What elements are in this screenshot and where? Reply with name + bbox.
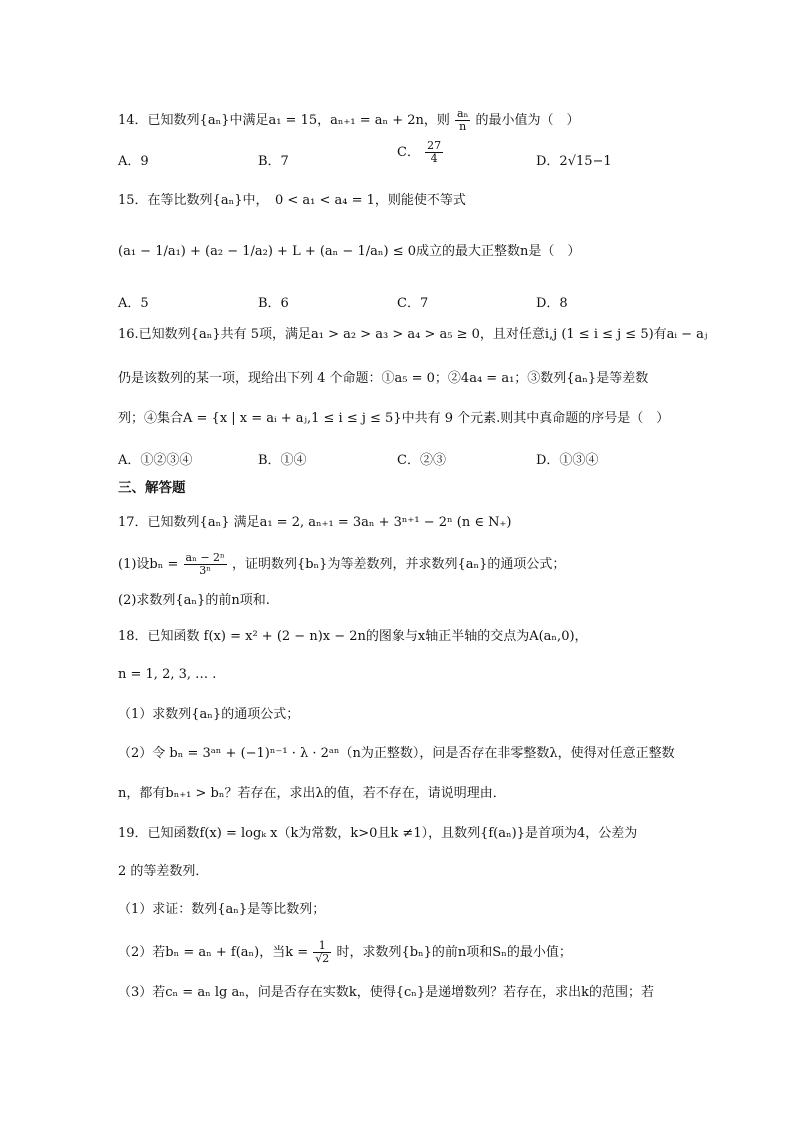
q16-option-c[interactable]: C．②③ — [397, 453, 446, 468]
q14-option-c-label: C． — [397, 145, 420, 160]
q14-option-c-numerator: 27 — [427, 139, 442, 152]
question-19-line-1: 19．已知函数f(x) = logₖ x（k为常数，k>0且k ≠1），且数列{f(aₙ)}是首项为4，公差为 — [118, 826, 638, 841]
q15-option-c[interactable]: C．7 — [397, 296, 429, 311]
question-18-part-2-cont: n，都有bₙ₊₁ > bₙ？若存在，求出λ的值，若不存在，请说明理由． — [118, 786, 506, 801]
q15-option-d[interactable]: D．8 — [536, 296, 568, 311]
question-19-part-1: （1）求证：数列{aₙ}是等比数列； — [118, 902, 326, 917]
q14-fraction-denominator: n — [459, 120, 467, 133]
q16-options — [118, 449, 678, 471]
q15-option-b[interactable]: B．6 — [258, 296, 289, 311]
q14-option-c-denominator: 4 — [430, 152, 438, 165]
question-15-line-1: 15．在等比数列{aₙ}中， 0 < a₁ < a₄ = 1，则能使不等式 — [118, 193, 466, 208]
q16-option-a[interactable]: A．①②③④ — [118, 453, 193, 468]
question-19-part-2 — [118, 940, 572, 965]
question-18-line-2: n = 1, 2, 3, … . — [118, 667, 217, 682]
q14-option-a[interactable]: A．9 — [118, 154, 149, 169]
question-17-line-1: 17．已知数列{aₙ} 满足a₁ = 2, aₙ₊₁ = 3aₙ + 3ⁿ⁺¹ − 2ⁿ (n ∈ N₊) — [118, 515, 512, 530]
question-19-line-2: 2 的等差数列． — [118, 864, 209, 879]
question-14 — [118, 108, 580, 133]
q17-fraction-denominator: 3ⁿ — [199, 564, 212, 577]
q19-fraction — [313, 940, 331, 965]
question-17-part-2: (2)求数列{aₙ}的前n项和. — [118, 593, 270, 608]
q19-part-2-post: 时，求数列{bₙ}的前n项和Sₙ的最小值； — [336, 945, 572, 960]
q14-fraction — [455, 108, 470, 133]
question-16-line-3: 列；④集合A = {x | x = aᵢ + aⱼ,1 ≤ i ≤ j ≤ 5}中共有 9 个元素.则其中真命题的序号是（ ） — [118, 411, 670, 426]
q19-part-2-pre: （2）若bₙ = aₙ + f(aₙ)，当k = — [118, 945, 309, 960]
question-17-part-1 — [118, 552, 565, 577]
q14-option-c-fraction — [425, 140, 443, 165]
q16-option-d[interactable]: D．①③④ — [536, 453, 599, 468]
q19-fraction-numerator: 1 — [313, 940, 331, 953]
question-15-line-2: (a₁ − 1/a₁) + (a₂ − 1/a₂) + L + (aₙ − 1/aₙ) ≤ 0成立的最大正整数n是（ ） — [118, 244, 581, 259]
q14-option-b[interactable]: B．7 — [258, 154, 289, 169]
q15-options — [118, 292, 678, 314]
q14-stem-post: 的最小值为（ ） — [475, 113, 580, 128]
question-18-part-2: （2）令 bₙ = 3ᵃⁿ + (−1)ⁿ⁻¹ · λ · 2ᵃⁿ（n为正整数），问是否存在非零整数λ，使得对任意正整数 — [118, 746, 675, 761]
q14-fraction-numerator: aₙ — [457, 107, 469, 120]
q17-part-1-pre: (1)设bₙ = — [118, 557, 179, 572]
q17-part-1-post: ，证明数列{bₙ}为等差数列，并求数列{aₙ}的通项公式； — [231, 557, 566, 572]
question-18-line-1: 18．已知函数 f(x) = x² + (2 − n)x − 2n的图象与x轴正半轴的交点为A(aₙ,0)， — [118, 629, 588, 644]
question-16-line-1: 16.已知数列{aₙ}共有 5项，满足a₁ > a₂ > a₃ > a₄ > a₅ ≥ 0，且对任意i,j (1 ≤ i ≤ j ≤ 5)有aᵢ − aⱼ — [118, 327, 708, 342]
q17-fraction-numerator: aₙ − 2ⁿ — [185, 551, 225, 564]
section-title: 三、解答题 — [118, 480, 186, 496]
q15-option-a[interactable]: A．5 — [118, 296, 149, 311]
q14-stem-pre: 14．已知数列{aₙ}中满足a₁ = 15，aₙ₊₁ = aₙ + 2n，则 — [118, 113, 450, 128]
q19-fraction-denominator: √2 — [315, 952, 330, 965]
q17-fraction — [184, 552, 227, 577]
q14-option-c[interactable] — [397, 140, 444, 165]
q14-options — [118, 139, 678, 172]
q16-option-b[interactable]: B．①④ — [258, 453, 307, 468]
question-16-line-2: 仍是该数列的某一项，现给出下列 4 个命题：①a₅ = 0；②4a₄ = a₁；③数列{aₙ}是等差数 — [118, 371, 649, 386]
question-18-part-1: （1）求数列{aₙ}的通项公式； — [118, 707, 300, 722]
q14-option-d[interactable]: D．2√15−1 — [536, 154, 612, 169]
question-19-part-3: （3）若cₙ = aₙ lg aₙ，问是否存在实数k，使得{cₙ}是递增数列？若存在，求出k的范围；若 — [118, 985, 655, 1000]
